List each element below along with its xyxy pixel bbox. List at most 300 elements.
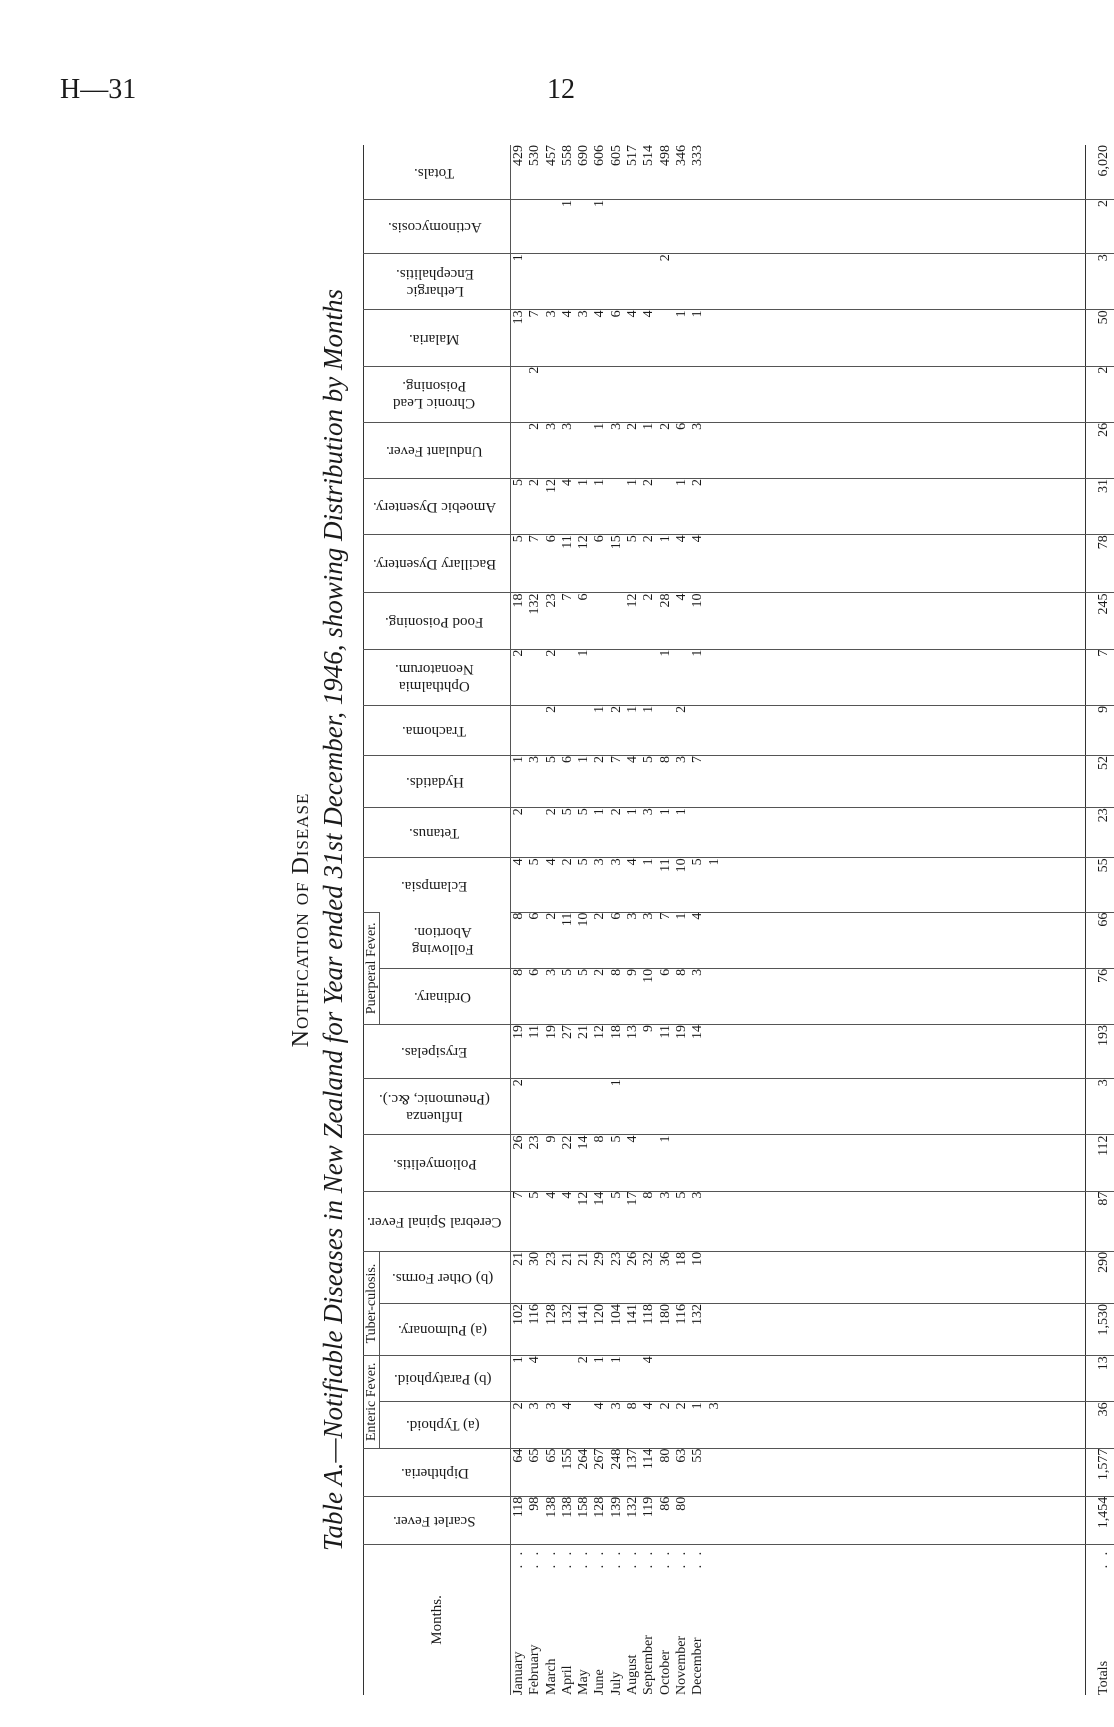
table-cell: 4 (559, 479, 575, 487)
table-cell: 2 (592, 912, 608, 920)
table-cell: 6 (576, 593, 592, 601)
table-cell: 21 (576, 1251, 592, 1266)
total-cell: 2 (1086, 366, 1114, 422)
table-cell (658, 706, 674, 755)
table-cell: 8 (625, 1402, 641, 1410)
col-header: Chronic Lead Poisoning. (364, 366, 511, 422)
data-column (511, 1135, 1086, 1191)
table-cell: 12 (543, 479, 559, 494)
table-cell: 11 (527, 1025, 543, 1039)
table-cell: 158 (576, 1496, 592, 1518)
table-cell (576, 1402, 592, 1447)
table-cell: 1 (673, 912, 689, 920)
total-cell: 31 (1086, 479, 1114, 535)
total-cell: 87 (1086, 1191, 1114, 1251)
table-cell: 2 (592, 968, 608, 976)
table-cell: 605 (608, 145, 624, 166)
table-cell (625, 1079, 641, 1134)
table-cell: 2 (641, 535, 657, 543)
rotated-table-page (278, 140, 1114, 1700)
table-cell: 8 (673, 968, 689, 976)
total-cell: 1,530 (1086, 1304, 1114, 1356)
table-cell: 1 (673, 310, 689, 318)
table-cell: 28 (657, 593, 673, 608)
table-cell (690, 367, 706, 422)
table-cell: 514 (641, 145, 657, 166)
table-cell (592, 593, 608, 648)
disease-table (363, 145, 1114, 1695)
col-header: Cerebral Spinal Fever. (364, 1191, 511, 1251)
totals-label: Totals . . (1086, 1544, 1114, 1695)
table-cell: 138 (559, 1496, 575, 1518)
table-cell: 3 (690, 422, 706, 430)
table-cell: 3 (690, 968, 706, 976)
table-cell: 7 (657, 912, 673, 920)
table-cell: 2 (608, 808, 624, 816)
table-cell (560, 650, 576, 705)
table-cell (641, 1079, 657, 1134)
table-cell: 1 (511, 254, 526, 262)
report-code: H—31 (60, 74, 137, 105)
col-header: Poliomyelitis. (364, 1135, 511, 1191)
table-cell (576, 200, 592, 253)
table-cell: 1 (690, 649, 706, 657)
table-cell: 1 (608, 1079, 624, 1087)
totals-row (1086, 145, 1114, 1695)
table-cell: 530 (527, 145, 543, 166)
table-cell: 3 (543, 968, 559, 976)
table-cell (674, 367, 690, 422)
table-cell (658, 1356, 674, 1401)
total-cell: 245 (1086, 593, 1114, 649)
total-cell: 7 (1086, 649, 1114, 705)
table-cell: 429 (511, 145, 526, 166)
table-cell: 8 (641, 1191, 657, 1199)
table-cell (609, 650, 625, 705)
table-cell: 3 (706, 1402, 722, 1410)
table-cell (560, 1356, 576, 1401)
table-cell: 128 (592, 1496, 608, 1518)
table-cell (592, 650, 608, 705)
data-column (511, 756, 1086, 808)
table-cell (592, 367, 608, 422)
col-header: Erysipelas. (364, 1025, 511, 1079)
table-cell: 98 (527, 1496, 543, 1511)
table-cell: 7 (559, 593, 575, 601)
table-cell (641, 367, 657, 422)
col-header: (a) Typhoid. (380, 1402, 511, 1448)
table-cell: 1 (608, 1356, 624, 1364)
table-cell: 180 (657, 1304, 673, 1326)
data-column (511, 254, 1086, 310)
table-cell: 3 (559, 422, 575, 430)
table-cell (576, 367, 592, 422)
table-cell: 264 (576, 1448, 592, 1470)
table-cell: 5 (527, 858, 543, 866)
table-cell (544, 254, 560, 309)
table-cell: 498 (657, 145, 673, 166)
data-column (511, 145, 1086, 200)
total-cell: 3 (1086, 1079, 1114, 1135)
table-cell: 517 (625, 145, 641, 166)
table-cell: 4 (641, 1356, 657, 1364)
table-cell: 7 (527, 535, 543, 543)
data-column (511, 649, 1086, 705)
table-cell: 1 (657, 649, 673, 657)
table-cell (690, 254, 706, 309)
table-cell (511, 706, 527, 755)
total-cell: 112 (1086, 1135, 1114, 1191)
table-cell: 13 (625, 1025, 641, 1040)
table-cell: 5 (690, 858, 706, 866)
data-column (511, 1402, 1086, 1448)
table-cell: 18 (511, 593, 526, 608)
table-cell: 118 (641, 1304, 657, 1325)
table-cell (527, 650, 543, 705)
table-cell (527, 808, 543, 857)
table-cell: 12 (592, 1025, 608, 1040)
table-cell: 7 (608, 756, 624, 764)
col-header: Influenza (Pneumonic, &c.). (364, 1079, 511, 1135)
table-cell: 4 (559, 1191, 575, 1199)
total-cell: 290 (1086, 1251, 1114, 1303)
table-cell: 5 (641, 756, 657, 764)
table-cell: 5 (576, 808, 592, 816)
table-cell: 7 (690, 756, 706, 764)
table-cell: 1 (641, 858, 657, 866)
table-cell: 9 (641, 1025, 657, 1033)
months-header: Months. (364, 1544, 511, 1695)
table-cell: 5 (559, 808, 575, 816)
total-cell: 13 (1086, 1356, 1114, 1402)
table-cell: 26 (625, 1251, 641, 1266)
table-cell: 690 (576, 145, 592, 166)
table-cell: 4 (559, 310, 575, 318)
table-cell: 15 (608, 535, 624, 550)
table-cell: 2 (641, 479, 657, 487)
total-cell: 52 (1086, 756, 1114, 808)
table-cell (544, 367, 560, 422)
table-cell: 4 (641, 1402, 657, 1410)
table-cell: 65 (527, 1448, 543, 1463)
table-cell: 132 (527, 593, 543, 615)
col-header: (a) Pulmonary. (380, 1304, 511, 1356)
table-cell: 2 (543, 705, 559, 713)
table-cell: 2 (657, 1402, 673, 1410)
table-caption: Notification of Disease (288, 792, 314, 1048)
table-cell: 3 (543, 1402, 559, 1410)
table-cell: 2 (657, 254, 673, 262)
table-cell (674, 1356, 690, 1401)
table-cell (527, 1079, 543, 1134)
table-cell: 2 (511, 808, 526, 816)
table-cell: 132 (625, 1496, 641, 1518)
table-cell: 4 (592, 1402, 608, 1410)
table-cell: 12 (576, 1191, 592, 1206)
total-cell: 193 (1086, 1025, 1114, 1079)
table-cell: 5 (608, 1135, 624, 1143)
table-cell: 3 (608, 858, 624, 866)
data-column (511, 858, 1086, 912)
table-cell: 13 (511, 310, 526, 325)
table-cell (544, 200, 560, 253)
table-cell (576, 706, 592, 755)
table-cell: 1 (657, 535, 673, 543)
data-column (511, 366, 1086, 422)
data-column (511, 1304, 1086, 1356)
table-cell: 9 (543, 1135, 559, 1143)
table-cell: 4 (543, 1191, 559, 1199)
table-cell (641, 1135, 657, 1190)
table-cell: 11 (559, 535, 575, 549)
total-cell: 50 (1086, 310, 1114, 366)
table-cell: 14 (576, 1135, 592, 1150)
table-cell (658, 200, 674, 253)
data-column (511, 1356, 1086, 1402)
table-cell: 128 (543, 1304, 559, 1326)
table-cell (658, 310, 674, 365)
data-column (511, 479, 1086, 535)
col-header: Food Poisoning. (364, 593, 511, 649)
table-cell (560, 367, 576, 422)
table-cell: 6 (608, 912, 624, 920)
table-cell: 6 (527, 968, 543, 976)
total-cell: 26 (1086, 422, 1114, 478)
table-cell: 104 (608, 1304, 624, 1326)
table-cell: 17 (625, 1191, 641, 1206)
table-cell (625, 367, 641, 422)
total-cell: 66 (1086, 912, 1114, 968)
table-cell (609, 593, 625, 648)
col-header: Actinomycosis. (364, 200, 511, 254)
table-cell: 4 (690, 535, 706, 543)
table-cell (560, 706, 576, 755)
table-cell: 2 (657, 422, 673, 430)
table-cell (625, 650, 641, 705)
total-cell: 2 (1086, 200, 1114, 254)
total-cell: 1,577 (1086, 1448, 1114, 1496)
table-cell: 102 (511, 1304, 526, 1326)
table-cell: 118 (511, 1496, 526, 1518)
table-cell (576, 1079, 592, 1134)
table-cell: 1 (592, 1356, 608, 1364)
table-cell: 3 (527, 756, 543, 764)
table-cell: 1 (592, 479, 608, 487)
col-header: Undulant Fever. (364, 422, 511, 478)
table-cell (690, 1079, 706, 1134)
table-cell: 2 (673, 1402, 689, 1410)
table-cell: 5 (527, 1191, 543, 1199)
table-cell (609, 254, 625, 309)
table-cell: 3 (608, 1402, 624, 1410)
table-cell: 5 (511, 479, 526, 487)
table-cell: 3 (657, 1191, 673, 1199)
table-cell (641, 200, 657, 253)
table-cell: 4 (641, 310, 657, 318)
table-cell (674, 254, 690, 309)
table-cell (609, 200, 625, 253)
table-cell: 3 (527, 1402, 543, 1410)
table-cell (560, 254, 576, 309)
table-cell: 2 (527, 366, 543, 374)
table-cell (641, 254, 657, 309)
table-cell: 5 (559, 968, 575, 976)
table-cell: 132 (559, 1304, 575, 1326)
table-cell: 4 (592, 310, 608, 318)
table-cell: 2 (527, 479, 543, 487)
table-cell (674, 1079, 690, 1134)
table-cell: 5 (511, 535, 526, 543)
table-cell: 23 (527, 1135, 543, 1150)
table-cell (690, 200, 706, 253)
table-cell: 138 (543, 1496, 559, 1518)
data-column (511, 1448, 1086, 1496)
table-cell (592, 254, 608, 309)
table-cell (560, 1079, 576, 1134)
table-cell: 116 (673, 1304, 689, 1325)
table-cell: 18 (608, 1025, 624, 1040)
table-cell (544, 1079, 560, 1134)
table-cell (641, 650, 657, 705)
col-header: Ordinary. (380, 968, 511, 1024)
table-cell: 2 (511, 1402, 526, 1410)
table-cell: 7 (511, 1191, 526, 1199)
data-column (511, 593, 1086, 649)
table-cell: 457 (543, 145, 559, 166)
table-cell: 4 (559, 1402, 575, 1410)
table-cell: 23 (543, 1251, 559, 1266)
col-header: Lethargic Encephalitis. (364, 254, 511, 310)
table-cell: 8 (657, 756, 673, 764)
table-cell: 3 (576, 310, 592, 318)
table-cell: 1 (690, 1402, 706, 1410)
table-cell: 132 (690, 1304, 706, 1326)
table-cell: 80 (657, 1448, 673, 1463)
col-header: Malaria. (364, 310, 511, 366)
table-cell: 55 (690, 1448, 706, 1463)
table-cell: 9 (625, 968, 641, 976)
data-column (511, 1025, 1086, 1079)
table-cell: 26 (511, 1135, 526, 1150)
col-header: Following Abortion. (380, 912, 511, 968)
table-cell: 14 (592, 1191, 608, 1206)
table-cell: 23 (608, 1251, 624, 1266)
table-cell: 1 (625, 808, 641, 816)
table-cell: 141 (576, 1304, 592, 1326)
table-cell: 1 (576, 479, 592, 487)
table-cell: 1 (706, 858, 722, 866)
table-cell: 21 (511, 1251, 526, 1266)
table-cell (658, 1079, 674, 1134)
col-header: Diphtheria. (364, 1448, 511, 1496)
table-cell (576, 254, 592, 309)
table-cell (625, 200, 641, 253)
table-cell: 4 (543, 858, 559, 866)
total-cell: 76 (1086, 968, 1114, 1024)
col-header: Trachoma. (364, 705, 511, 755)
page-number: 12 (547, 74, 575, 105)
table-cell: 10 (576, 912, 592, 927)
table-cell (527, 200, 543, 253)
table-cell: 29 (592, 1251, 608, 1266)
table-cell: 5 (576, 968, 592, 976)
table-cell: 80 (673, 1496, 689, 1511)
table-cell (658, 479, 674, 534)
col-header: (b) Paratyphoid. (380, 1356, 511, 1402)
table-cell: 119 (641, 1496, 657, 1518)
table-cell: 1 (657, 808, 673, 816)
table-cell: 333 (690, 145, 706, 166)
table-cell: 10 (690, 1251, 706, 1266)
table-cell: 3 (625, 912, 641, 920)
table-cell: 4 (625, 858, 641, 866)
col-header: Eclampsia. (364, 858, 511, 912)
table-cell: 6 (543, 535, 559, 543)
table-cell: 5 (576, 858, 592, 866)
table-cell: 10 (690, 593, 706, 608)
data-column (511, 200, 1086, 254)
table-cell: 2 (527, 422, 543, 430)
table-cell: 11 (559, 912, 575, 927)
table-cell: 1 (625, 705, 641, 713)
table-cell: 6 (673, 422, 689, 430)
col-header: Tetanus. (364, 808, 511, 858)
table-cell: 10 (641, 968, 657, 983)
table-cell: 2 (690, 479, 706, 487)
table-cell: 12 (625, 593, 641, 608)
table-cell: 1 (690, 310, 706, 318)
table-cell (690, 1135, 706, 1190)
table-cell: 21 (559, 1251, 575, 1266)
total-cell: 55 (1086, 858, 1114, 912)
table-cell: 558 (559, 145, 575, 166)
table-cell: 86 (657, 1496, 673, 1511)
table-cell: 2 (511, 649, 526, 657)
table-cell: 1 (657, 1135, 673, 1143)
data-column (511, 1251, 1086, 1303)
table-cell: 1 (625, 479, 641, 487)
group-header-puerperal: Puerperal Fever. (364, 912, 380, 1024)
table-cell: 2 (511, 1079, 526, 1087)
table-cell (690, 808, 706, 857)
data-column (511, 422, 1086, 478)
col-header: Totals. (364, 145, 511, 200)
table-cell: 2 (576, 1356, 592, 1364)
table-cell (511, 367, 527, 422)
data-column (511, 705, 1086, 755)
total-cell: 3 (1086, 254, 1114, 310)
table-cell: 1 (559, 200, 575, 208)
total-cell: 9 (1086, 705, 1114, 755)
table-cell: 2 (641, 593, 657, 601)
table-cell: 30 (527, 1251, 543, 1266)
table-cell (674, 200, 690, 253)
table-cell: 5 (673, 1191, 689, 1199)
table-cell: 3 (673, 756, 689, 764)
table-cell: 64 (511, 1448, 526, 1463)
col-header: Ophthalmia Neonatorum. (364, 649, 511, 705)
table-cell: 3 (608, 422, 624, 430)
table-cell: 5 (543, 756, 559, 764)
table-cell: 1 (511, 756, 526, 764)
table-cell: 12 (576, 535, 592, 550)
table-subtitle: Table A.—Notifiable Diseases in New Zealand for Year ended 31st December, 1946, showing Distribution by Months (318, 289, 348, 1552)
table-cell: 3 (543, 310, 559, 318)
table-cell: 8 (511, 912, 526, 920)
table-cell: 6 (657, 968, 673, 976)
table-cell: 1 (641, 422, 657, 430)
table-cell: 1 (592, 808, 608, 816)
